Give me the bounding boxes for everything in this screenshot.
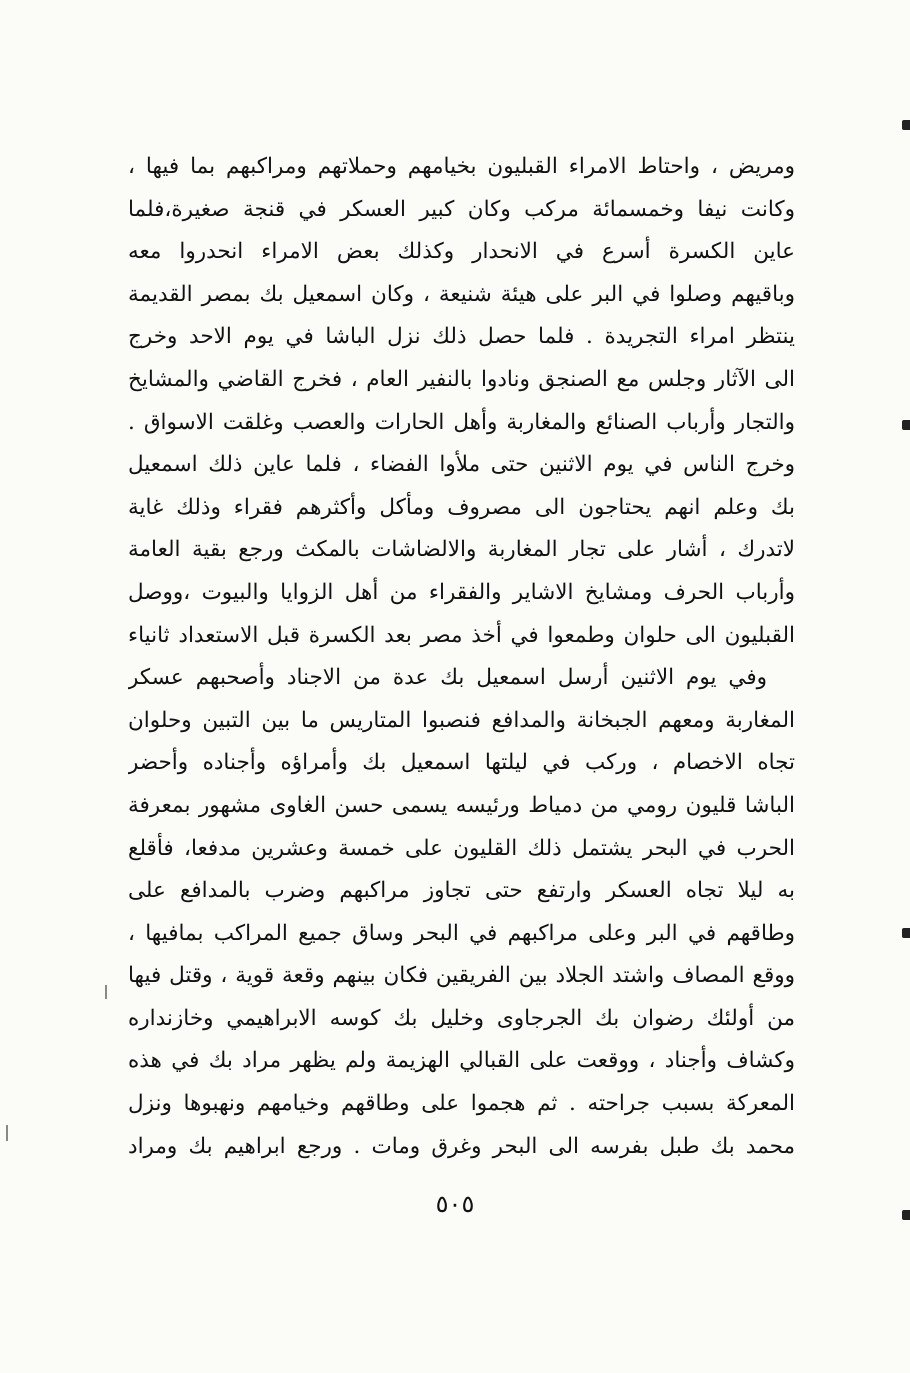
body-text bbox=[128, 146, 795, 1168]
text-line-24: محمد بك طبل بفرسه الى البحر وغرق ومات . ورجع ابراهيم بك ومراد bbox=[128, 1133, 795, 1159]
text-line-16: الباشا قليون رومي من دمياط ورئيسه يسمى حسن الغاوى مشهور بمعرفة bbox=[128, 792, 795, 818]
text-line-17: الحرب في البحر يشتمل ذلك القليون على خمسة وعشرين مدفعا، فأقلع bbox=[128, 835, 795, 861]
text-line-14: المغاربة ومعهم الجبخانة والمدافع فنصبوا المتاريس ما بين التبين وحلوان bbox=[128, 707, 795, 733]
text-line-19: وطاقهم في البر وعلى مراكبهم في البحر وساق جميع المراكب بمافيها ، bbox=[128, 920, 795, 946]
scan-margin-mark bbox=[902, 120, 910, 130]
text-line-13: وفي يوم الاثنين أرسل اسمعيل بك عدة من الاجناد وأصحبهم عسكر bbox=[128, 665, 767, 691]
text-line-9: بك وعلم انهم يحتاجون الى مصروف ومأكل وأكثرهم فقراء وذلك غاية bbox=[128, 494, 795, 520]
text-line-2: وكانت نيفا وخمسمائة مركب وكان كبير العسكر في قنجة صغيرة،فلما bbox=[128, 196, 795, 222]
text-line-1: ومريض ، واحتاط الامراء القبليون بخيامهم وحملاتهم ومراكبهم بما فيها ، bbox=[128, 154, 795, 179]
text-line-6: الى الآثار وجلس مع الصنجق ونادوا بالنفير العام ، فخرج القاضي والمشايخ bbox=[128, 366, 795, 392]
text-line-20: ووقع المصاف واشتد الجلاد بين الفريقين فكان بينهم وقعة قوية ، وقتل فيها bbox=[128, 963, 795, 989]
text-line-4: وباقيهم وصلوا في البر على هيئة شنيعة ، وكان اسمعيل بك بمصر القديمة bbox=[128, 281, 795, 307]
text-line-3: عاين الكسرة أسرع في الانحدار وكذلك بعض الامراء انحدروا معه bbox=[128, 239, 795, 265]
scan-margin-mark bbox=[902, 420, 910, 430]
page-number: ٥٠٥ bbox=[435, 1190, 475, 1218]
text-line-7: والتجار وأرباب الصنائع والمغاربة وأهل الحارات والعصب وغلقت الاسواق . bbox=[128, 409, 795, 435]
text-line-15: تجاه الاخصام ، وركب في ليلتها اسمعيل بك وأمراؤه وأجناده وأحضر bbox=[128, 750, 795, 776]
scan-margin-mark bbox=[902, 928, 910, 938]
text-line-12: القبليون الى حلوان وطمعوا في أخذ مصر بعد الكسرة قبل الاستعداد ثانياء bbox=[128, 622, 795, 648]
text-line-18: به ليلا تجاه العسكر وارتفع حتى تجاوز مراكبهم وضرب بالمدافع على bbox=[128, 878, 795, 904]
text-line-22: وكشاف وأجناد ، ووقعت على القبالي الهزيمة ولم يظهر مراد بك في هذه bbox=[128, 1048, 795, 1074]
scan-speck bbox=[105, 985, 107, 999]
text-line-5: ينتظر امراء التجريدة . فلما حصل ذلك نزل الباشا في يوم الاحد وخرج bbox=[128, 324, 795, 350]
text-line-8: وخرج الناس في يوم الاثنين حتى ملأوا الفضاء ، فلما عاين ذلك اسمعيل bbox=[128, 452, 795, 478]
scan-speck bbox=[6, 1125, 8, 1141]
text-line-21: من أولئك رضوان بك الجرجاوى وخليل بك كوسه الابراهيمي وخازنداره bbox=[128, 1005, 795, 1031]
scan-margin-mark bbox=[902, 1210, 910, 1220]
text-line-10: لاتدرك ، أشار على تجار المغاربة والالضاشات بالمكث ورجع بقية العامة bbox=[128, 537, 795, 563]
text-line-23: المعركة بسبب جراحته . ثم هجموا على وطاقهم وخيامهم ونهبوها ونزل bbox=[128, 1091, 795, 1117]
text-line-11: وأرباب الحرف ومشايخ الاشاير والفقراء من أهل الزوايا والبيوت ،ووصل bbox=[128, 579, 795, 605]
